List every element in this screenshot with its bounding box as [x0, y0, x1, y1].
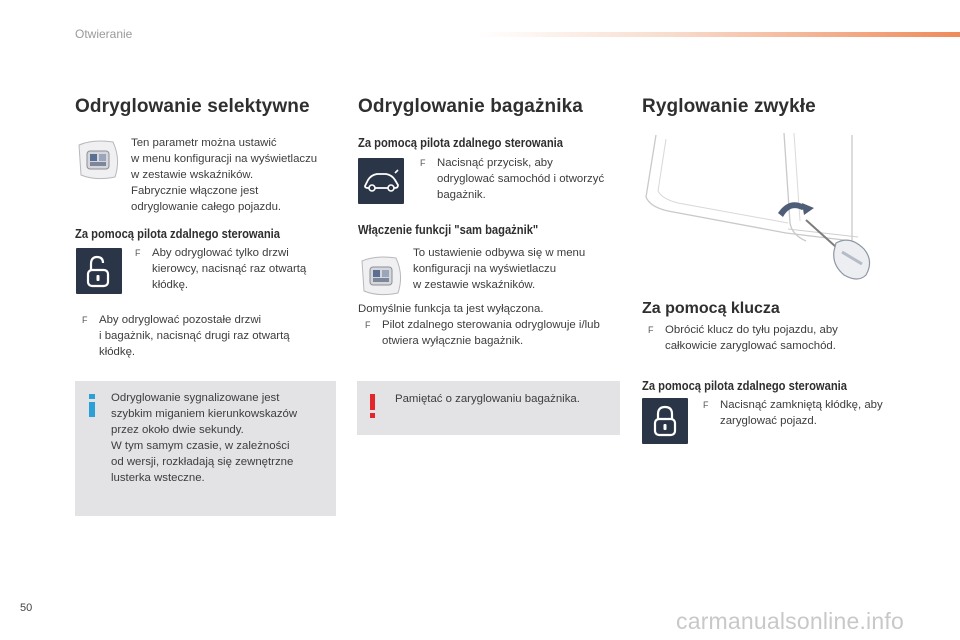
header-accent-bar: [478, 32, 960, 37]
text-line: kłódkę.: [152, 279, 189, 291]
col3-remote-bullet: [703, 397, 883, 429]
text-line: i bagażnik, nacisnąć drugi raz otwartą: [99, 330, 290, 342]
text-line: zaryglować pojazd.: [720, 415, 817, 427]
warning-text: Pamiętać o zaryglowaniu bagażnika.: [395, 393, 580, 405]
col3-key-bullet: [648, 322, 838, 354]
text-line: w zestawie wskaźników.: [131, 169, 254, 181]
info-box: [75, 381, 336, 516]
text-line: W tym samym czasie, w zależności: [111, 440, 290, 452]
bullet-marker: F: [365, 320, 371, 330]
text-line: Aby odryglować pozostałe drzwi: [99, 314, 262, 326]
text-line: odryglować samochód i otworzyć: [437, 173, 605, 185]
col2-title: Odryglowanie bagażnika: [358, 96, 583, 117]
col2-bullet-2: [365, 317, 600, 349]
text-line: przez około dwie sekundy.: [111, 424, 244, 436]
text-line: w zestawie wskaźników.: [413, 279, 536, 291]
text-line: w menu konfiguracji na wyświetlaczu: [131, 153, 318, 165]
lock-padlock-icon: [642, 398, 688, 444]
text-line: kłódkę.: [99, 346, 136, 358]
col1-title: Odryglowanie selektywne: [75, 96, 310, 117]
text-line: To ustawienie odbywa się w menu: [413, 247, 586, 259]
col1-intro: [131, 135, 317, 215]
text-line: od wersji, rozkładają się zewnętrzne: [111, 456, 294, 468]
col2-remote-subtitle: Za pomocą pilota zdalnego sterowania: [358, 135, 564, 150]
trunk-car-icon: [358, 158, 404, 204]
text-line: Fabrycznie włączone jest: [131, 185, 259, 197]
text-line: otwiera wyłącznie bagażnik.: [382, 335, 524, 347]
watermark: carmanualsonline.info: [676, 608, 904, 634]
page-number: 50: [20, 602, 33, 614]
steering-controls-icon: [75, 139, 123, 181]
text-line: lusterka wsteczne.: [111, 472, 205, 484]
col2-intro: [413, 245, 585, 293]
text-line: Pilot zdalnego sterowania odryglowuje i/lub: [382, 319, 600, 331]
info-text: [111, 390, 297, 486]
info-icon: [89, 394, 95, 417]
text-line: Aby odryglować tylko drzwi: [152, 247, 289, 259]
warning-box: [357, 381, 620, 435]
unlock-padlock-icon: [76, 248, 122, 294]
text-line: bagażnik.: [437, 189, 486, 201]
col2-trunk-only-subtitle: Włączenie funkcji "sam bagażnik": [358, 222, 539, 237]
text-line: szybkim miganiem kierunkowskazów: [111, 408, 298, 420]
text-line: Ten parametr można ustawić: [131, 137, 277, 149]
bullet-marker: F: [135, 248, 141, 258]
warning-icon: [370, 394, 375, 418]
col3-key-subtitle: Za pomocą klucza: [642, 300, 780, 317]
text-line: całkowicie zaryglować samochód.: [665, 340, 836, 352]
text-line: Odryglowanie sygnalizowane jest: [111, 392, 280, 404]
steering-controls-icon: [358, 255, 406, 297]
col2-default-text: Domyślnie funkcja ta jest wyłączona.: [358, 303, 544, 315]
col2-bullet-1: [420, 155, 604, 203]
bullet-marker: F: [420, 158, 426, 168]
text-line: Nacisnąć zamkniętą kłódkę, aby: [720, 399, 883, 411]
col1-bullet-1: [135, 245, 306, 293]
text-line: odryglowanie całego pojazdu.: [131, 201, 282, 213]
col3-remote-subtitle: Za pomocą pilota zdalnego sterowania: [642, 378, 848, 393]
key-lock-illustration: [638, 125, 888, 300]
col1-bullet-2: [82, 312, 290, 360]
section-title: Otwieranie: [75, 27, 133, 41]
text-line: Nacisnąć przycisk, aby: [437, 157, 553, 169]
bullet-marker: F: [648, 325, 654, 335]
col3-title: Ryglowanie zwykłe: [642, 96, 816, 117]
col1-remote-subtitle: Za pomocą pilota zdalnego sterowania: [75, 226, 281, 241]
bullet-marker: F: [82, 315, 88, 325]
bullet-marker: F: [703, 400, 709, 410]
text-line: Obrócić klucz do tyłu pojazdu, aby: [665, 324, 838, 336]
text-line: kierowcy, nacisnąć raz otwartą: [152, 263, 307, 275]
text-line: konfiguracji na wyświetlaczu: [413, 263, 557, 275]
